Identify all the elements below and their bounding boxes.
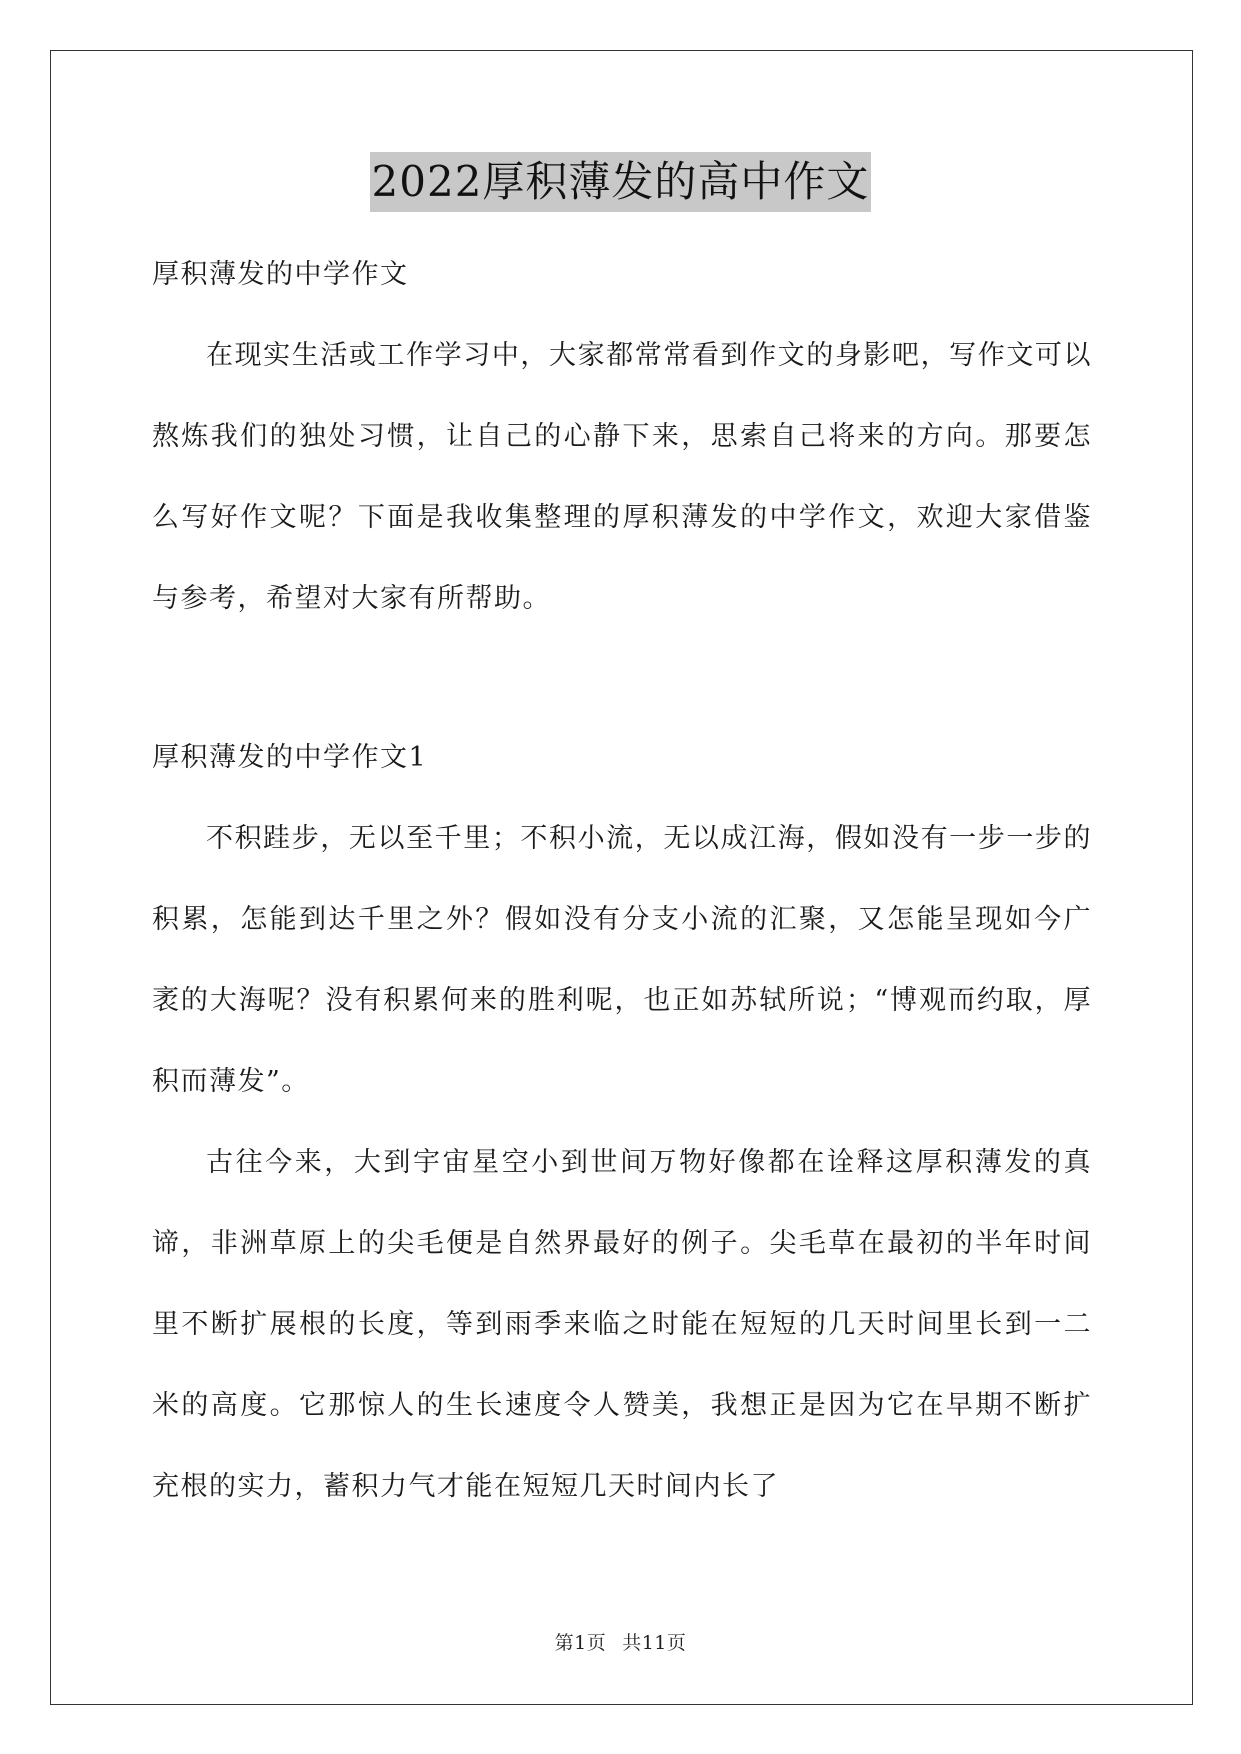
document-title: 2022厚积薄发的高中作文 — [370, 152, 872, 212]
section-heading: 厚积薄发的中学作文1 — [152, 742, 428, 773]
title-container — [0, 152, 1241, 212]
section-spacer — [152, 639, 1092, 717]
document-subtitle: 厚积薄发的中学作文 — [152, 259, 409, 290]
document-body — [152, 234, 1092, 1527]
intro-paragraph: 在现实生活或工作学习中，大家都常常看到作文的身影吧，写作文可以熬炼我们的独处习惯，让自己的心静下来，思索自己将来的方向。那要怎么写好作文呢？下面是我收集整理的厚积薄发的中学作文，欢迎大家借鉴与参考，希望对大家有所帮助。 — [152, 340, 1092, 614]
body-paragraph: 不积跬步，无以至千里；不积小流，无以成江海，假如没有一步一步的积累，怎能到达千里之外？假如没有分支小流的汇聚，又怎能呈现如今广袤的大海呢？没有积累何来的胜利呢，也正如苏轼所说；“博观而约取，厚积而薄发”。 — [152, 823, 1092, 1097]
page-total: 共11页 — [622, 1632, 687, 1654]
page-footer — [0, 1628, 1241, 1655]
page-number: 第1页 — [554, 1632, 607, 1654]
body-paragraph: 古往今来，大到宇宙星空小到世间万物好像都在诠释这厚积薄发的真谛，非洲草原上的尖毛便是自然界最好的例子。尖毛草在最初的半年时间里不断扩展根的长度，等到雨季来临之时能在短短的几天时间里长到一二米的高度。它那惊人的生长速度令人赞美，我想正是因为它在早期不断扩充根的实力，蓄积力气才能在短短几天时间内长了 — [152, 1147, 1092, 1502]
